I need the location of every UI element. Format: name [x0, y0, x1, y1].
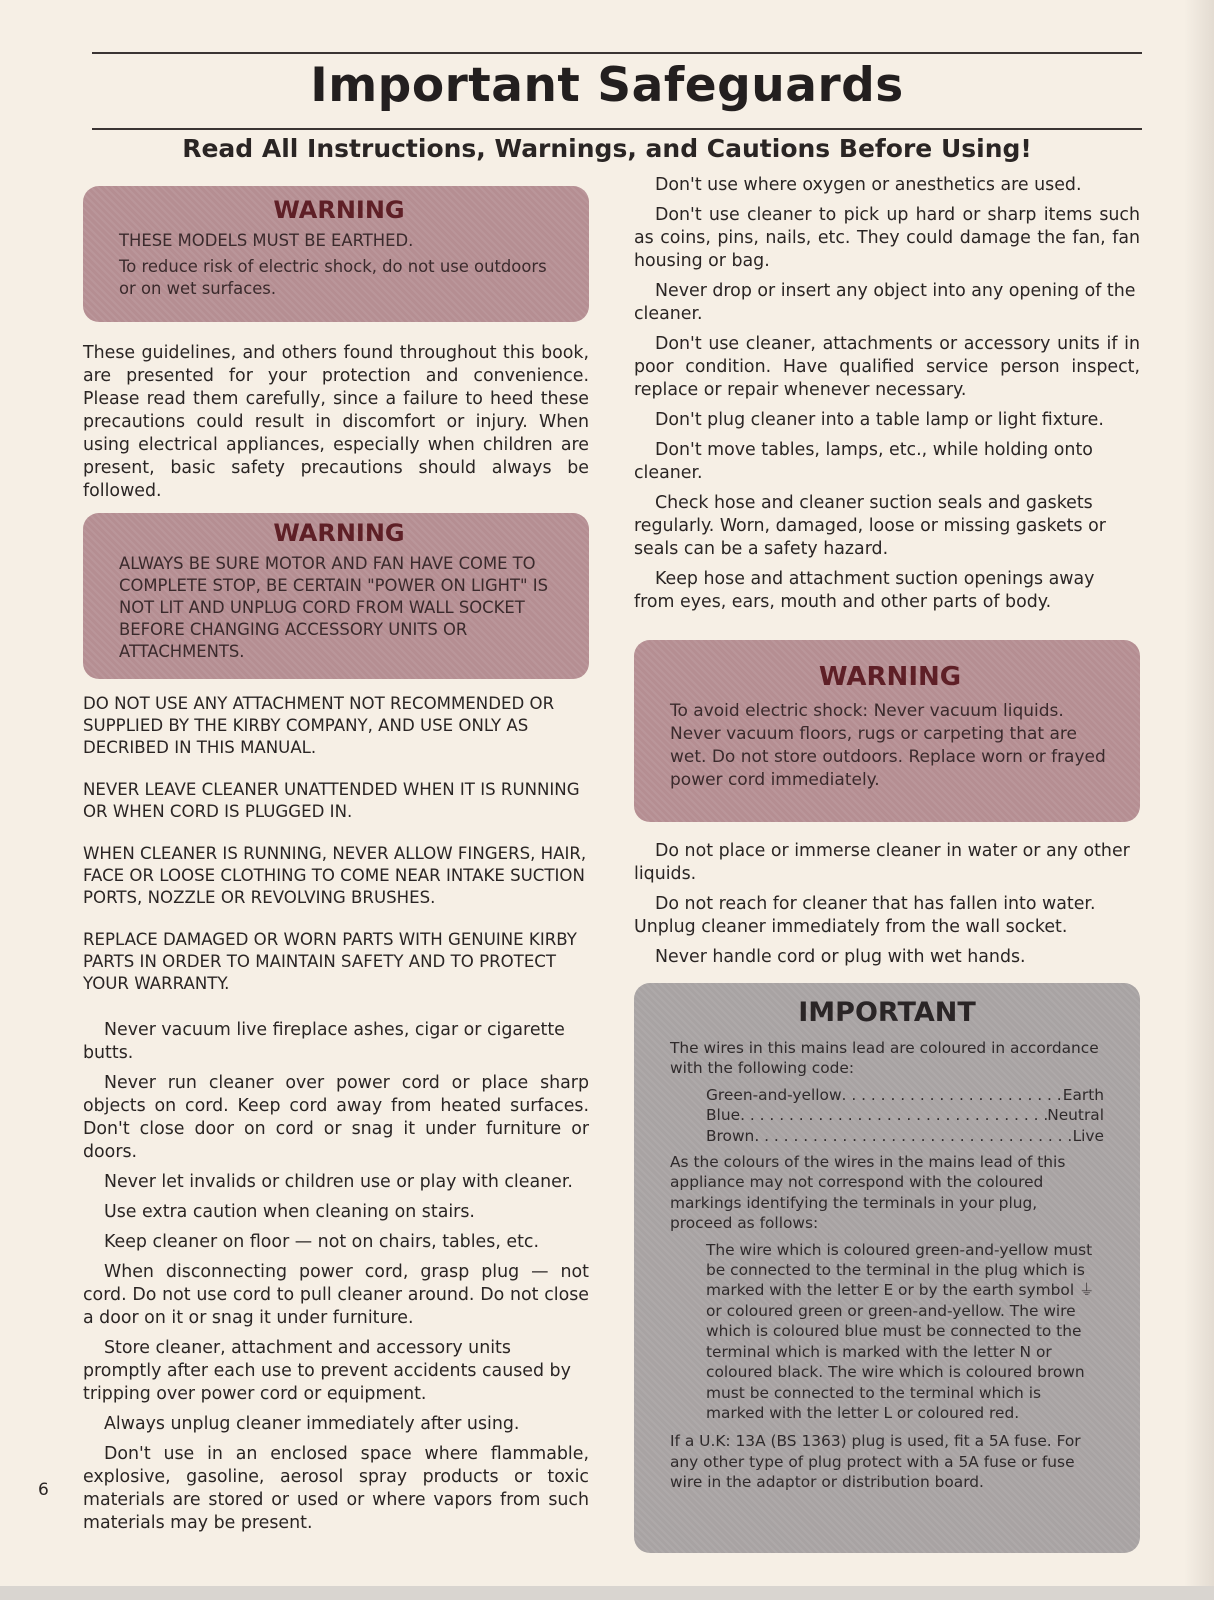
important-intro: The wires in this mains lead are coloured in accordance with the following code: — [670, 1039, 1099, 1078]
page-number: 6 — [38, 1480, 49, 1500]
safeguard-item: Don't use where oxygen or anesthetics are used. — [655, 175, 1082, 195]
caps-notice: NEVER LEAVE CLEANER UNATTENDED WHEN IT IS RUNNING OR WHEN CORD IS PLUGGED IN. — [83, 780, 580, 821]
wire-function: Neutral — [1047, 1106, 1104, 1125]
page-title: Important Safeguards — [310, 58, 904, 113]
wire-function: Earth — [1062, 1085, 1104, 1104]
page-subtitle: Read All Instructions, Warnings, and Cautions Before Using! — [182, 134, 1032, 163]
safeguard-item: Do not place or immerse cleaner in water or any other liquids. — [634, 841, 1130, 884]
safeguard-item: Always unplug cleaner immediately after using. — [104, 1414, 520, 1434]
page-edge-shadow — [1184, 0, 1214, 1600]
important-box — [634, 983, 1140, 1553]
warning-title: WARNING — [273, 519, 405, 547]
safeguard-item: Don't plug cleaner into a table lamp or light fixture. — [655, 410, 1104, 430]
important-title: IMPORTANT — [798, 997, 976, 1028]
safeguard-item: Never handle cord or plug with wet hands. — [655, 947, 1026, 967]
wire-code-row — [706, 1085, 1104, 1105]
safeguard-item: Keep hose and attachment suction openings away from eyes, ears, mouth and other parts of body. — [634, 569, 1095, 612]
warning-box-liquids — [634, 640, 1140, 822]
caps-notice: DO NOT USE ANY ATTACHMENT NOT RECOMMENDED OR SUPPLIED BY THE KIRBY COMPANY, AND USE ONLY AS DECRIBED IN THIS MANUAL. — [83, 694, 555, 757]
safeguard-item: When disconnecting power cord, grasp plug — not cord. Do not use cord to pull cleaner around. Do not close a door on it or snag it under furniture. — [83, 1262, 589, 1328]
right-column — [634, 174, 1140, 1553]
wire-code-row — [706, 1105, 1104, 1125]
warning-box-motor — [83, 513, 589, 679]
warning-box-earthed — [83, 186, 589, 322]
safeguard-item: Don't use in an enclosed space where flammable, explosive, gasoline, aerosol spray products or toxic materials are stored or used or where vapors from such materials may be present. — [83, 1444, 589, 1533]
top-rule — [92, 52, 1142, 54]
safeguard-item: Don't move tables, lamps, etc., while holding onto cleaner. — [634, 440, 1093, 483]
warning-text: ALWAYS BE SURE MOTOR AND FAN HAVE COME TO COMPLETE STOP, BE CERTAIN "POWER ON LIGHT" IS NOT LIT AND UNPLUG CORD FROM WALL SOCKET BEFORE CHANGING ACCESSORY UNITS OR ATTACHMENTS. — [119, 554, 548, 661]
wire-code-row — [706, 1126, 1104, 1146]
important-fuse-note: If a U.K: 13A (BS 1363) plug is used, fit a 5A fuse. For any other type of plug protect with a 5A fuse or fuse wire in the adaptor or distribution board. — [670, 1432, 1081, 1492]
warning-title: WARNING — [818, 662, 962, 692]
safeguard-item: Don't use cleaner to pick up hard or sharp items such as coins, pins, nails, etc. They could damage the fan, fan housing or bag. — [634, 205, 1140, 271]
wire-color: Blue — [706, 1106, 741, 1125]
warning-line: THESE MODELS MUST BE EARTHED. — [119, 231, 414, 250]
safeguard-item: Check hose and cleaner suction seals and gaskets regularly. Worn, damaged, loose or missing gaskets or seals can be a safety hazard. — [634, 493, 1106, 559]
safeguard-item: Never vacuum live fireplace ashes, cigar or cigarette butts. — [83, 1020, 565, 1063]
important-paragraph: As the colours of the wires in the mains lead of this appliance may not correspond with the coloured markings identifying the terminals in your plug, proceed as follows: — [670, 1153, 1066, 1233]
safeguard-item: Use extra caution when cleaning on stairs. — [104, 1202, 475, 1222]
safeguard-item: Never run cleaner over power cord or place sharp objects on cord. Keep cord away from heated surfaces. Don't close door on cord or snag it under furniture or doors. — [83, 1073, 589, 1162]
title-rule — [92, 128, 1142, 130]
caps-notice: REPLACE DAMAGED OR WORN PARTS WITH GENUINE KIRBY PARTS IN ORDER TO MAINTAIN SAFETY AND TO PROTECT YOUR WARRANTY. — [83, 930, 577, 993]
safeguard-item: Don't use cleaner, attachments or accessory units if in poor condition. Have qualified service person inspect, replace or repair whenever necessary. — [634, 334, 1140, 400]
warning-title: WARNING — [273, 196, 405, 224]
safeguard-item: Keep cleaner on floor — not on chairs, tables, etc. — [104, 1232, 539, 1252]
warning-text: To avoid electric shock: Never vacuum liquids. Never vacuum floors, rugs or carpeting that are wet. Do not store outdoors. Replace worn or frayed power cord immediately. — [670, 701, 1106, 790]
caps-notice: WHEN CLEANER IS RUNNING, NEVER ALLOW FINGERS, HAIR, FACE OR LOOSE CLOTHING TO COME NEAR INTAKE SUCTION PORTS, NOZZLE OR REVOLVING BRUSHES. — [83, 844, 587, 907]
safeguard-item: Never let invalids or children use or play with cleaner. — [104, 1172, 573, 1192]
warning-text: To reduce risk of electric shock, do not use outdoors or on wet surfaces. — [119, 257, 547, 298]
safeguard-item: Never drop or insert any object into any opening of the cleaner. — [634, 281, 1136, 324]
page-bottom-edge — [0, 1586, 1214, 1600]
wire-color: Brown — [706, 1126, 755, 1145]
safeguard-item: Store cleaner, attachment and accessory units promptly after each use to prevent accidents caused by tripping over power cord or equipment. — [83, 1338, 571, 1404]
safeguard-item: Do not reach for cleaner that has fallen into water. Unplug cleaner immediately from the wall socket. — [634, 894, 1096, 937]
left-column — [83, 186, 589, 1535]
important-instructions: The wire which is coloured green-and-yellow must be connected to the terminal in the plug which is marked with the letter E or by the earth symbol ⏚ or coloured green or green-and-yellow. The wire which is coloured blue must be connected to the terminal which is marked with the letter N or coloured black. The wire which is coloured brown must be connected to the terminal which is marked with the letter L or coloured red. — [706, 1240, 1095, 1422]
intro-paragraph: These guidelines, and others found throughout this book, are presented for your protection and convenience. Please read them carefully, since a failure to heed these precautions could result in discomfort or injury. When using electrical appliances, especially when children are present, basic safety precautions should always be followed. — [83, 343, 589, 501]
wire-color: Green-and-yellow — [706, 1085, 842, 1104]
wire-function: Live — [1072, 1126, 1104, 1145]
wire-code-list — [706, 1085, 1104, 1146]
